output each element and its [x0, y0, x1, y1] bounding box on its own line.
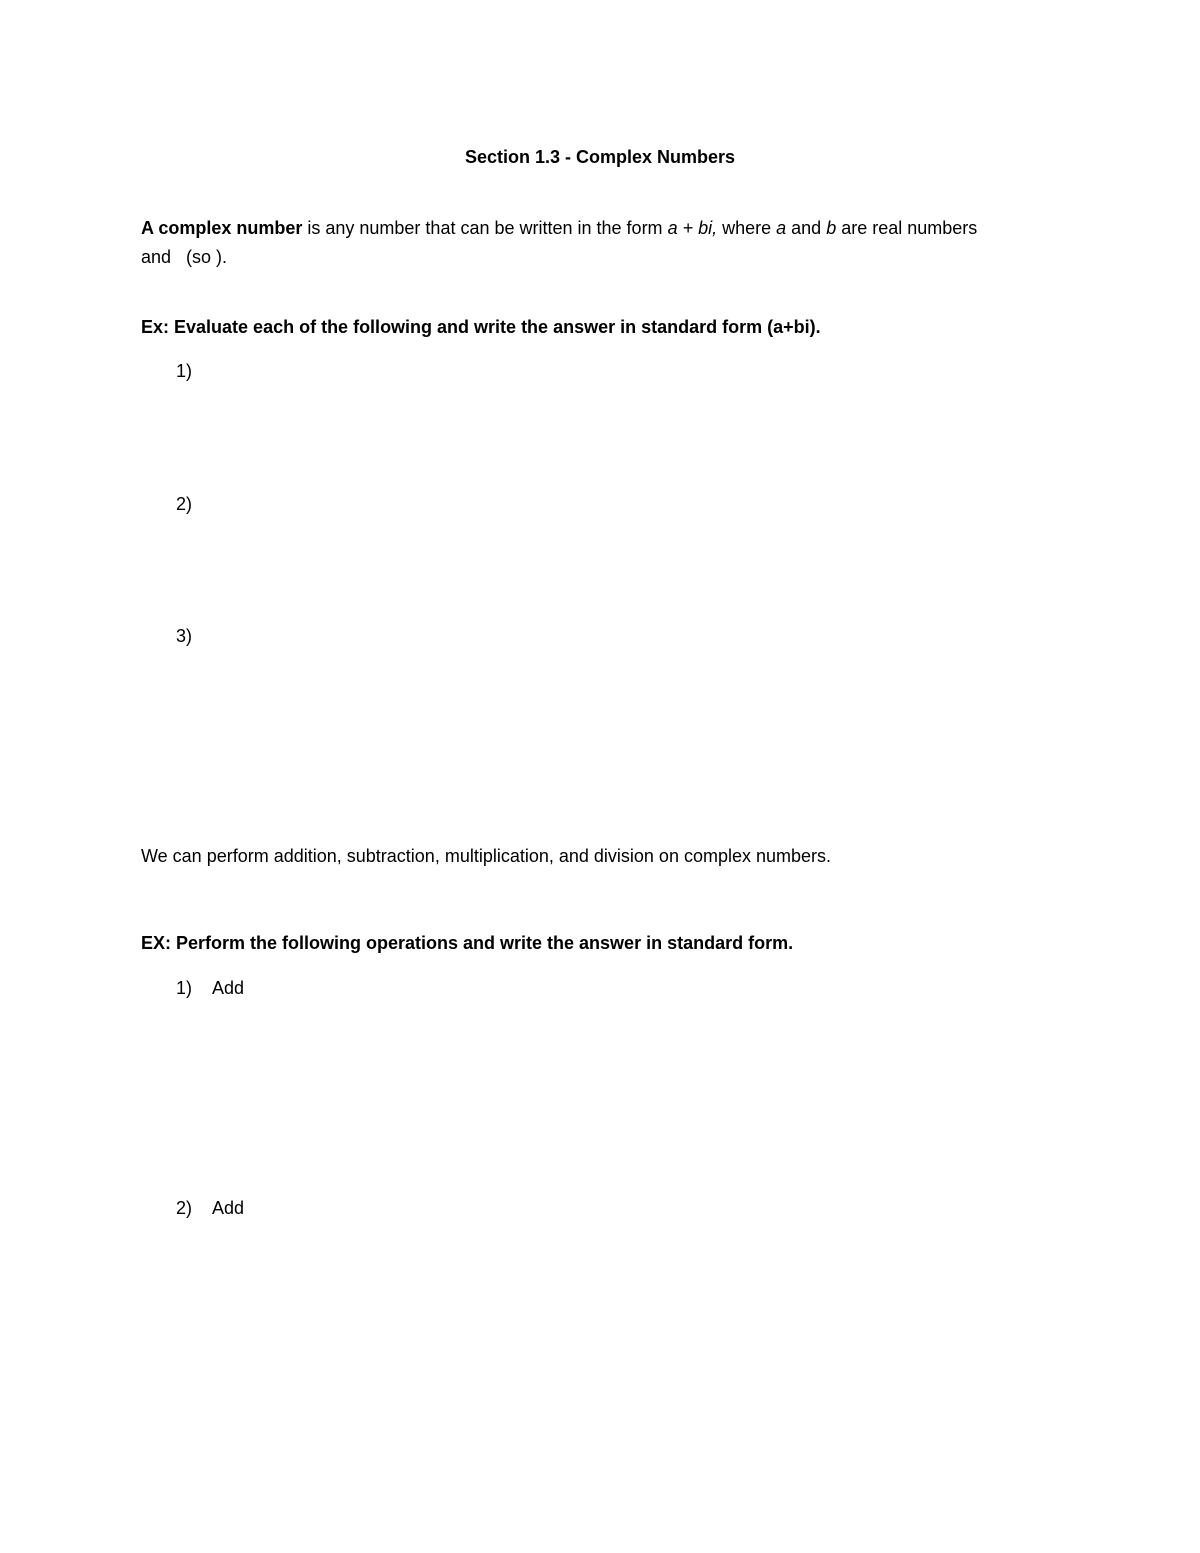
- definition-text-2: where: [717, 218, 777, 238]
- example1-item-3: 3): [176, 626, 193, 646]
- definition-term: A complex number: [141, 218, 303, 238]
- definition-text-4: are real numbers: [836, 218, 978, 238]
- definition-line-2: and (so ).: [141, 247, 228, 267]
- definition-var-a: a: [776, 218, 787, 238]
- example1-item-2: 2): [176, 494, 193, 514]
- definition-text-3: and: [786, 218, 827, 238]
- example1-heading: Ex: Evaluate each of the following and write the answer in standard form (a+bi).: [141, 317, 821, 337]
- example2-item-1-number: 1): [176, 978, 193, 998]
- definition-line-1: [141, 217, 977, 239]
- example2-item-2: [176, 1197, 244, 1219]
- operations-text: We can perform addition, subtraction, multiplication, and division on complex numbers.: [141, 846, 832, 866]
- example2-item-1: [176, 977, 244, 999]
- definition-form: a + bi,: [667, 218, 718, 238]
- definition-var-b: b: [826, 218, 837, 238]
- example2-item-2-number: 2): [176, 1198, 193, 1218]
- page-title: Section 1.3 - Complex Numbers: [464, 147, 736, 167]
- definition-text-1: is any number that can be written in the form: [302, 218, 668, 238]
- example2-item-1-label: Add: [212, 978, 245, 998]
- example1-item-1: 1): [176, 361, 193, 381]
- example2-heading: EX: Perform the following operations and write the answer in standard form.: [141, 933, 794, 953]
- example2-item-2-label: Add: [212, 1198, 245, 1218]
